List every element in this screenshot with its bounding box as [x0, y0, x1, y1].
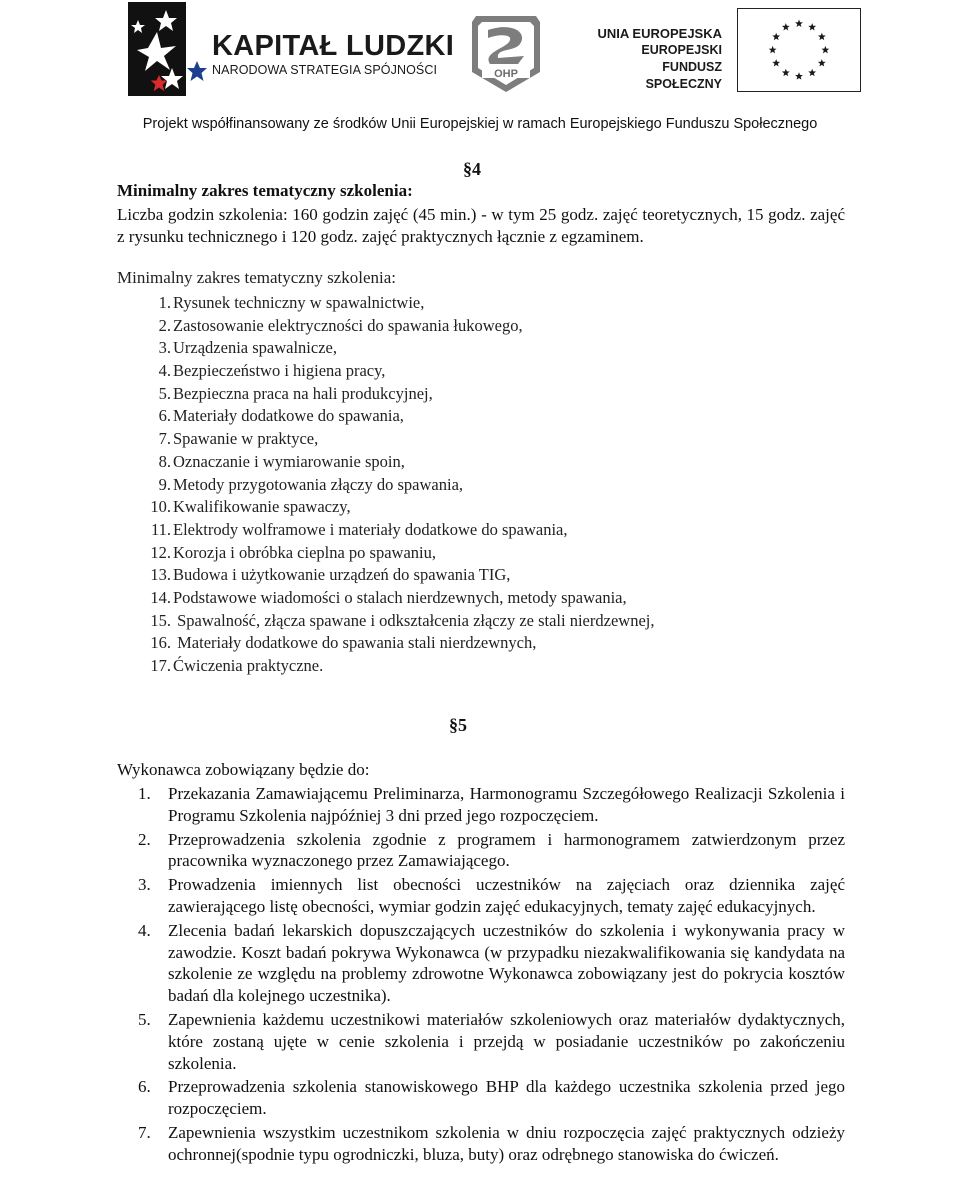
svg-text:OHP: OHP [494, 68, 518, 80]
topic-list-item [117, 655, 654, 678]
topic-number: 9. [158, 474, 171, 494]
topic-list-item [117, 383, 654, 406]
section-4-heading: Minimalny zakres tematyczny szkolenia: [117, 181, 413, 200]
section-4-mark: §4 [463, 159, 481, 179]
topic-list-item [117, 315, 654, 338]
kapital-ludzki-subtitle: NARODOWA STRATEGIA SPÓJNOŚCI [212, 63, 438, 77]
topic-list-item [117, 632, 654, 655]
topic-number: 4. [158, 361, 171, 381]
duty-text: Zapewnienia każdemu uczestnikowi materiałów szkoleniowych oraz materiałów dydaktycznych, które zostaną ujęte w cenie szkolenia i przejdą w posiadanie uczestników po zakończeniu szkolenia. [168, 1009, 845, 1073]
training-hours-paragraph: Liczba godzin szkolenia: 160 godzin zajęć (45 min.) - w tym 25 godz. zajęć teoretycznych, 15 godz. zajęć z rysunku technicznego i 120 godz. zajęć praktycznych łącznie z egzaminem. [117, 205, 845, 246]
topic-text: Ćwiczenia praktyczne. [173, 656, 324, 675]
topic-list-item [117, 474, 654, 497]
topic-number: 15. [150, 610, 171, 630]
topic-number: 5. [158, 383, 171, 403]
topic-text: Urządzenia spawalnicze, [173, 338, 337, 358]
duty-number: 2. [138, 829, 151, 849]
topic-list-item [117, 428, 654, 451]
kapital-ludzki-star-red-icon [150, 74, 168, 92]
topic-text: Bezpieczna praca na hali produkcyjnej, [173, 383, 433, 403]
topic-text: Kwalifikowanie spawaczy, [173, 497, 351, 517]
ohp-logo-icon [468, 12, 544, 94]
topic-text: Rysunek techniczny w spawalnictwie, [173, 293, 425, 312]
topic-number: 2. [158, 315, 171, 335]
topic-number: 14. [150, 587, 171, 607]
topic-number: 12. [150, 542, 171, 562]
topic-list-item [117, 587, 654, 610]
topic-list-item [117, 451, 654, 474]
duty-list-item [117, 874, 845, 918]
topic-number: 11. [150, 519, 171, 539]
topic-text: Spawanie w praktyce, [173, 429, 319, 449]
duty-text: Przeprowadzenia szkolenia stanowiskowego BHP dla każdego uczestnika szkolenia przed jego rozpoczęciem. [168, 1077, 845, 1119]
topics-heading: Minimalny zakres tematyczny szkolenia: [117, 268, 396, 287]
topic-text: Materiały dodatkowe do spawania stali nierdzewnych, [173, 633, 537, 653]
topic-number: 8. [158, 451, 171, 471]
duty-list-item [117, 829, 845, 873]
duty-number: 4. [138, 920, 151, 940]
topic-text: Oznaczanie i wymiarowanie spoin, [173, 451, 405, 471]
topic-text: Bezpieczeństwo i higiena pracy, [173, 361, 386, 381]
topic-text: Korozja i obróbka cieplna po spawaniu, [173, 542, 437, 562]
duty-number: 5. [138, 1009, 151, 1029]
duty-list-item [117, 1122, 845, 1166]
topic-list-item [117, 496, 654, 519]
eu-line-3: FUNDUSZ SPOŁECZNY [645, 60, 722, 91]
kapital-ludzki-star-blue-icon [186, 60, 208, 82]
duty-text: Zapewnienia wszystkim uczestnikom szkolenia w dniu rozpoczęcia zajęć praktycznych odzieży ochronnej(spodnie typu ogrodniczki, bluza, buty) oraz odrębnego stanowiska do ćwiczeń. [168, 1122, 845, 1164]
topic-text: Podstawowe wiadomości o stalach nierdzewnych, metody spawania, [173, 587, 627, 607]
duty-list-item [117, 920, 845, 1007]
topic-text: Zastosowanie elektryczności do spawania łukowego, [173, 315, 523, 335]
topic-list-item [117, 564, 654, 587]
topic-text: Materiały dodatkowe do spawania, [173, 406, 404, 426]
topic-number: 6. [158, 406, 171, 426]
topic-number: 3. [158, 338, 171, 358]
eu-line-1: UNIA EUROPEJSKA [597, 26, 722, 41]
eu-line-2: EUROPEJSKI [641, 43, 722, 57]
topic-list-item [117, 610, 654, 633]
topic-list-item [117, 292, 654, 315]
duty-list-item [117, 783, 845, 827]
topic-text: Spawalność, złącza spawane i odkształcenia złączy ze stali nierdzewnej, [173, 610, 655, 630]
topic-list-item [117, 337, 654, 360]
duty-list-item [117, 1076, 845, 1120]
contractor-duties-list [117, 783, 845, 1168]
cofinancing-caption: Projekt współfinansowany ze środków Unii Europejskiej w ramach Europejskiego Funduszu Społecznego [142, 116, 818, 132]
topic-number: 10. [150, 497, 171, 517]
kapital-ludzki-title: KAPITAŁ LUDZKI [212, 30, 455, 62]
topic-number: 1. [158, 293, 171, 312]
duty-number: 6. [138, 1077, 151, 1097]
topic-text: Budowa i użytkowanie urządzeń do spawania TIG, [173, 565, 511, 585]
duty-text: Prowadzenia imiennych list obecności uczestników na zajęciach oraz dziennika zajęć zawierającego listę obecności, wymiar godzin zajęć edukacyjnych, tematy zajęć edukacyjnych. [168, 875, 845, 916]
topic-number: 17. [150, 656, 171, 675]
duty-text: Przekazania Zamawiającemu Preliminarza, Harmonogramu Szczegółowego Realizacji Szkolenia i Programu Szkolenia najpóźniej 3 dni przed jego rozpoczęciem. [168, 784, 845, 825]
topics-list [117, 292, 654, 678]
eu-flag-icon [737, 8, 861, 92]
section-5-mark: §5 [449, 715, 467, 735]
duty-number: 3. [138, 875, 151, 895]
topic-number: 16. [150, 633, 171, 653]
topic-number: 7. [158, 429, 171, 449]
page-header [0, 0, 960, 140]
duty-text: Zlecenia badań lekarskich dopuszczających uczestników do szkolenia i wykonywania pracy w zawodzie. Koszt badań pokrywa Wykonawca (w przypadku niezakwalifikowania się kandydata na szkolenie ze względu na problemy zdrowotne Wykonawca zobowiązany jest do pokrycia kosztów badań dla kolejnego uczestnika). [168, 920, 845, 1006]
duty-text: Przeprowadzenia szkolenia zgodnie z programem i harmonogramem zatwierdzonym przez pracownika wyznaczonego przez Zamawiającego. [168, 829, 845, 871]
duty-list-item [117, 1009, 845, 1074]
topic-list-item [117, 360, 654, 383]
section-5-heading: Wykonawca zobowiązany będzie do: [117, 760, 370, 779]
topic-number: 13. [150, 565, 171, 585]
topic-text: Metody przygotowania złączy do spawania, [173, 474, 464, 494]
topic-text: Elektrody wolframowe i materiały dodatkowe do spawania, [173, 519, 568, 539]
duty-number: 7. [138, 1122, 151, 1142]
duty-number: 1. [138, 784, 151, 803]
topic-list-item [117, 519, 654, 542]
eu-caption [588, 25, 722, 93]
topic-list-item [117, 542, 654, 565]
topic-list-item [117, 405, 654, 428]
